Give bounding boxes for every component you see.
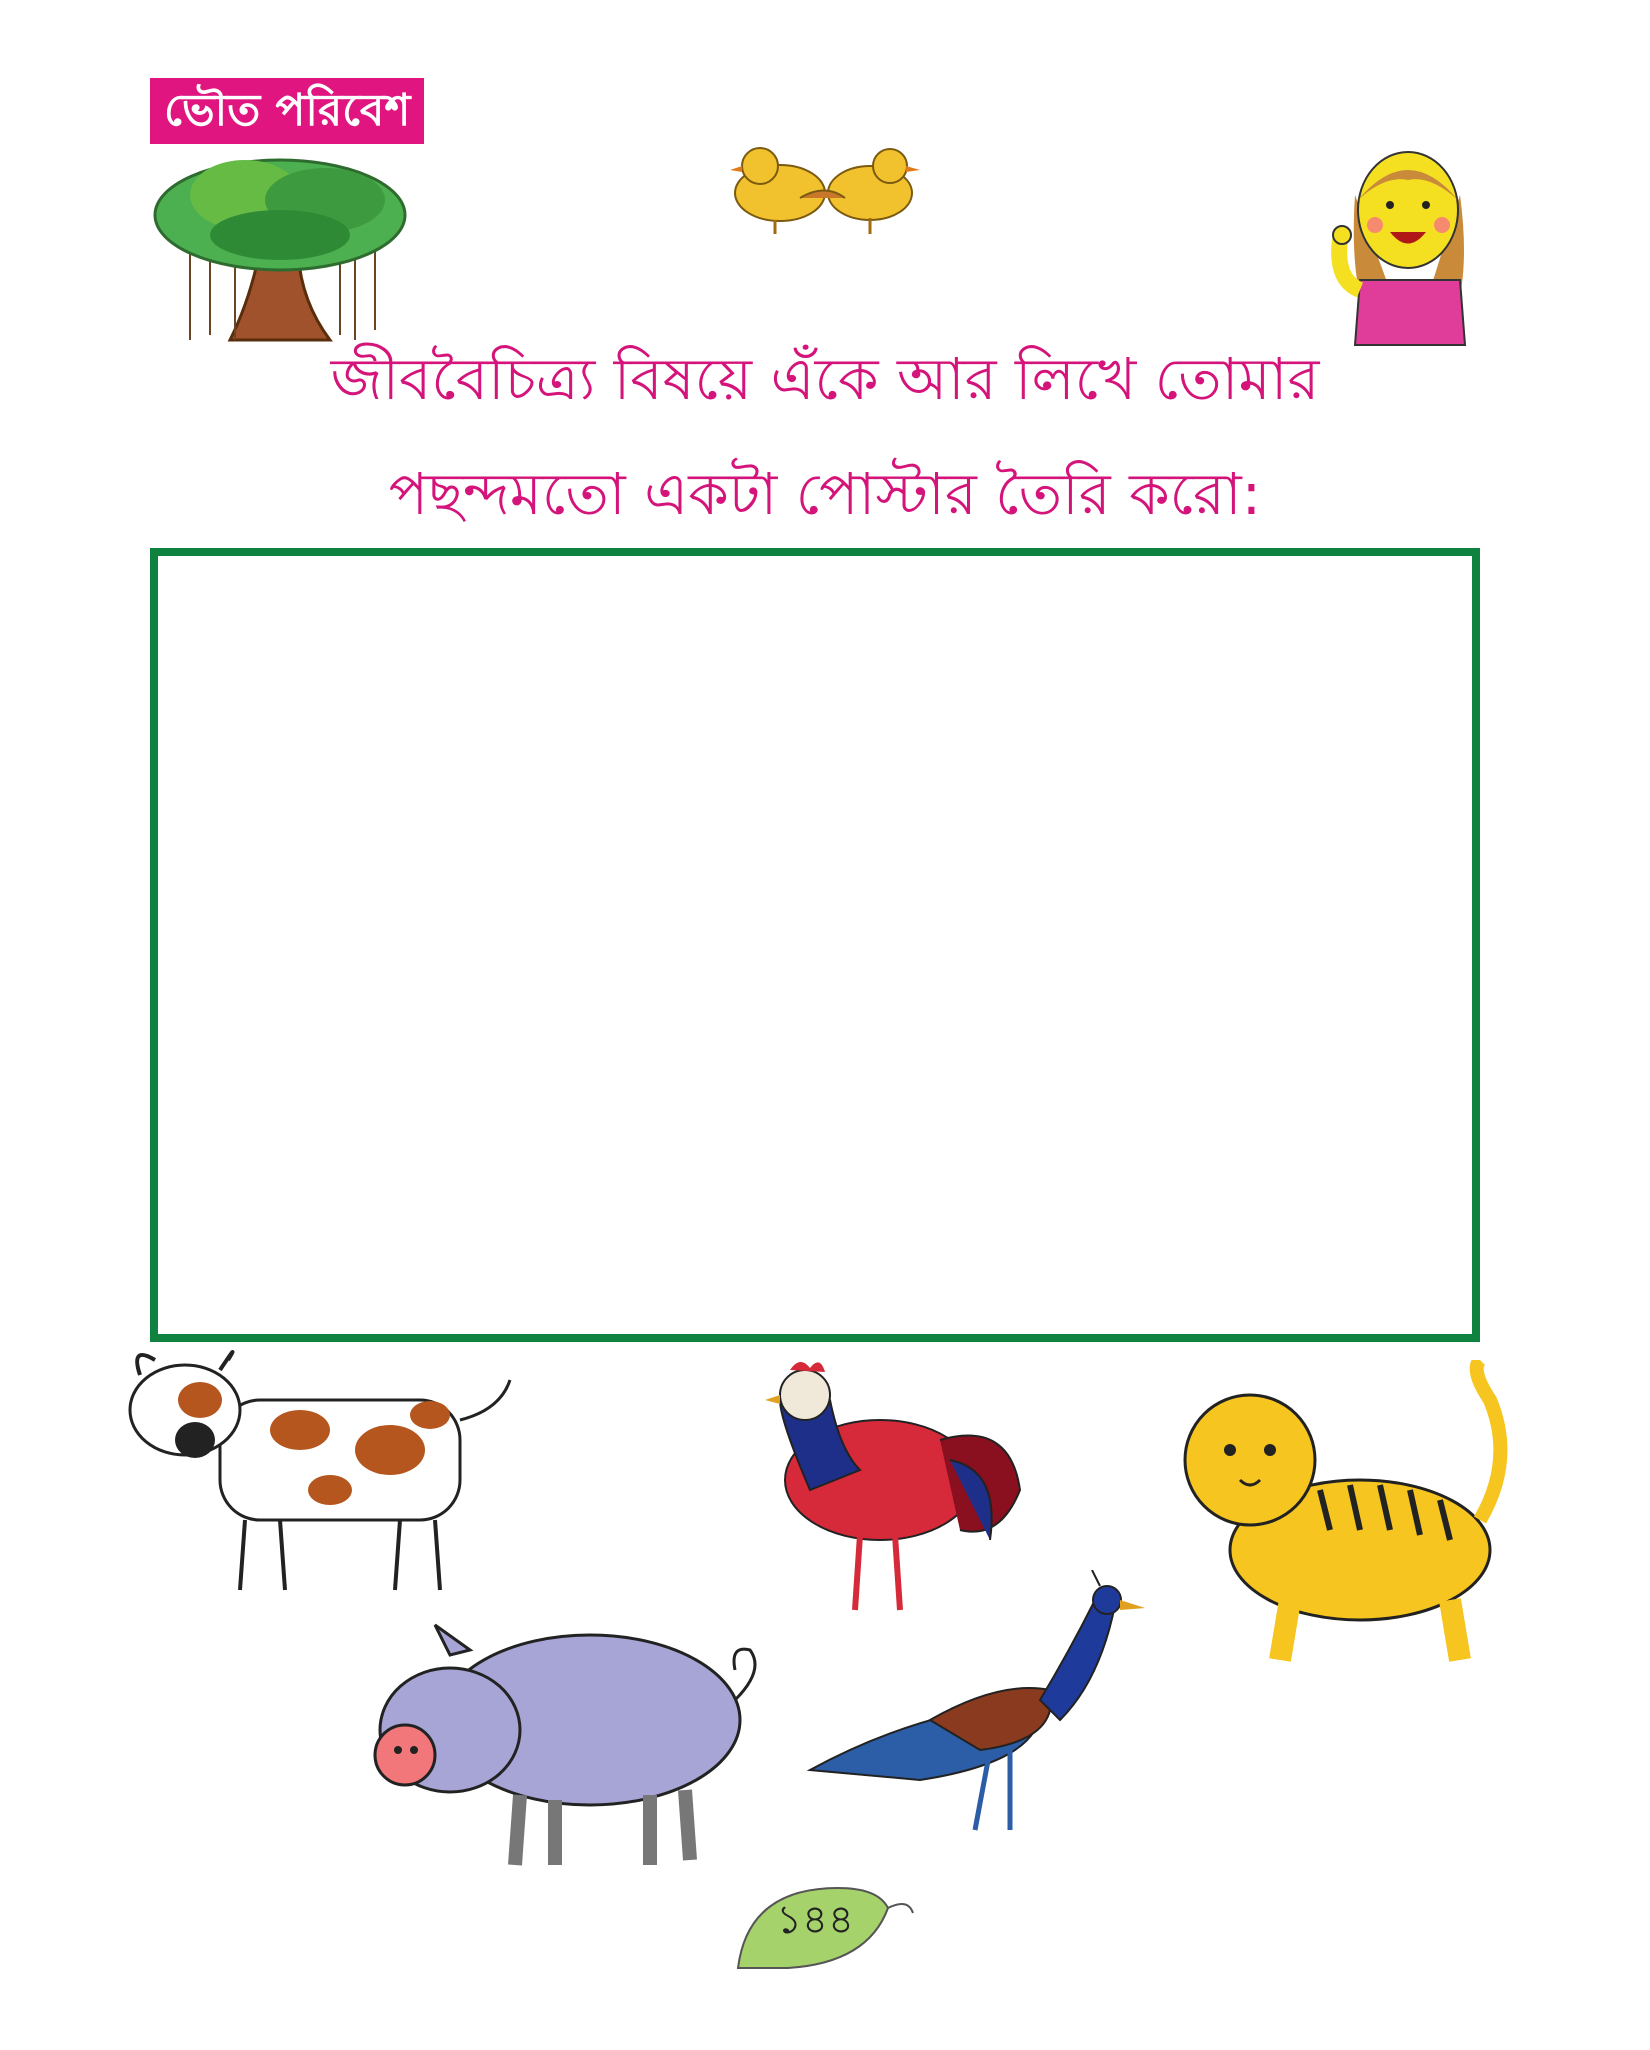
instruction-line-2: পছন্দমতো একটা পোস্টার তৈরি করো: <box>388 460 1262 528</box>
section-label: ভৌত পরিবেশ <box>150 78 424 144</box>
two-chicks-illustration <box>720 138 930 238</box>
tiger-illustration <box>1170 1360 1530 1680</box>
cow-illustration <box>100 1340 530 1610</box>
page-number: ১৪৪ <box>776 1897 854 1943</box>
peacock-illustration <box>800 1570 1160 1850</box>
banyan-tree-illustration <box>150 140 410 345</box>
girl-pointing-illustration <box>1330 140 1490 350</box>
instruction-line-1: জীববৈচিত্র্য বিষয়ে এঁকে আর লিখে তোমার <box>330 345 1320 413</box>
pig-illustration <box>370 1610 770 1880</box>
poster-drawing-area[interactable] <box>150 548 1480 1342</box>
